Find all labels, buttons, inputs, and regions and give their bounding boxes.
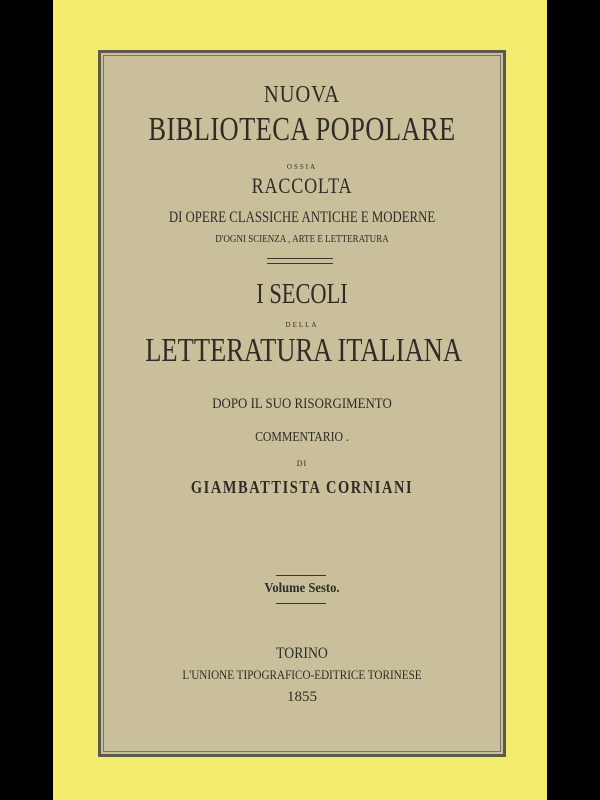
volume-rule-bottom xyxy=(276,603,326,604)
publication-year: 1855 xyxy=(287,689,317,705)
publisher-name: L'UNIONE TIPOGRAFICO-EDITRICE TORINESE xyxy=(182,667,422,682)
della-text: DELLA xyxy=(285,321,319,329)
subtitle: DOPO IL SUO RISORGIMENTO xyxy=(212,396,392,412)
book-title-line2: LETTERATURA ITALIANA xyxy=(145,332,463,369)
commentario-text: COMMENTARIO . xyxy=(255,430,349,445)
series-title-line2: BIBLIOTECA POPOLARE xyxy=(148,111,456,148)
series-title-line1: NUOVA xyxy=(263,82,341,108)
di-text: DI xyxy=(296,459,308,468)
book-title-line1: I SECOLI xyxy=(256,279,348,310)
divider-rule xyxy=(267,258,333,264)
opere-text: DI OPERE CLASSICHE ANTICHE E MODERNE xyxy=(168,209,436,226)
scienza-text: D'OGNI SCIENZA , ARTE E LETTERATURA xyxy=(215,233,389,245)
raccolta-text: RACCOLTA xyxy=(251,173,353,198)
title-label xyxy=(98,50,506,757)
author-name: GIAMBATTISTA CORNIANI xyxy=(190,477,414,497)
volume-label: Volume Sesto. xyxy=(264,581,340,596)
publisher-city: TORINO xyxy=(276,645,328,662)
volume-rule-top xyxy=(276,575,326,576)
ossia-text: OSSIA xyxy=(286,163,318,171)
